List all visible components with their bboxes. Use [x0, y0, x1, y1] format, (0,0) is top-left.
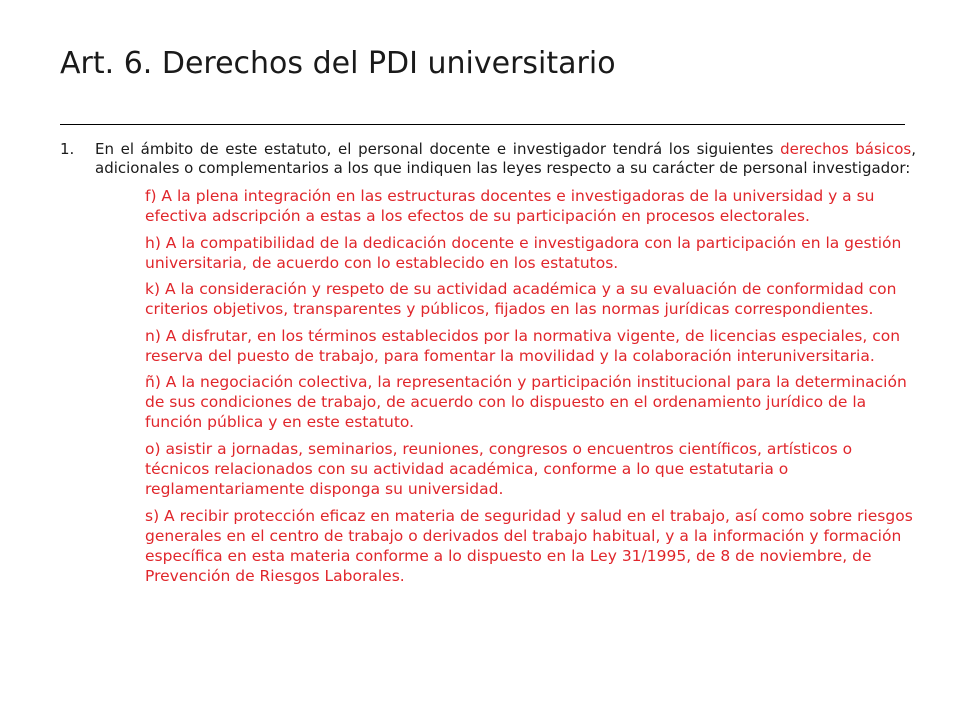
title-divider: [60, 124, 905, 125]
rights-item-f: f) A la plena integración en las estructuras docentes e investigadoras de la universidad y a su efectiva adscripción a estas a los efectos de su participación en procesos electorales.: [145, 187, 875, 225]
rights-item-n: n) A disfrutar, en los términos establecidos por la normativa vigente, de licencias especiales, con reserva del puesto de trabajo, para fomentar la movilidad y la colaboración interuniversitaria.: [145, 326, 901, 365]
rights-item-h: h) A la compatibilidad de la dedicación docente e investigadora con la participación en la gestión universitaria, de acuerdo con lo establecido en los estatutos.: [145, 233, 902, 272]
slide-title: Art. 6. Derechos del PDI universitario: [60, 46, 616, 81]
rights-item-o: o) asistir a jornadas, seminarios, reuniones, congresos o encuentros científicos, artísticos o técnicos relacionados con su actividad académica, conforme a lo que estatutaria o reglamentariamente disponga su universidad.: [145, 439, 853, 498]
rights-item-s: s) A recibir protección eficaz en materia de seguridad y salud en el trabajo, así como sobre riesgos generales en el centro de trabajo o derivados del trabajo habitual, y a la información y formación específica en esta materia conforme a lo dispuesto en la Ley 31/1995, de 8 de noviembre, de Prevención de Riesgos Laborales.: [145, 506, 913, 585]
point-1: [60, 140, 916, 178]
point-highlight: derechos básicos: [780, 140, 912, 158]
slide-body: [60, 140, 916, 592]
rights-item-k: k) A la consideración y respeto de su actividad académica y a su evaluación de conformidad con criterios objetivos, transparentes y públicos, fijados en las normas jurídicas correspondientes.: [145, 280, 897, 319]
point-number: 1.: [60, 140, 75, 158]
rights-item-enye: ñ) A la negociación colectiva, la representación y participación institucional para la determinación de sus condiciones de trabajo, de acuerdo con lo dispuesto en el ordenamiento jurídico de la función pública y en este estatuto.: [145, 373, 907, 432]
point-text-after: , adicionales o complementarios a los que indiquen las leyes respecto a su carácter de personal investigador:: [95, 140, 916, 177]
rights-list: [60, 186, 916, 586]
point-text-before: En el ámbito de este estatuto, el personal docente e investigador tendrá los siguientes: [95, 140, 781, 158]
